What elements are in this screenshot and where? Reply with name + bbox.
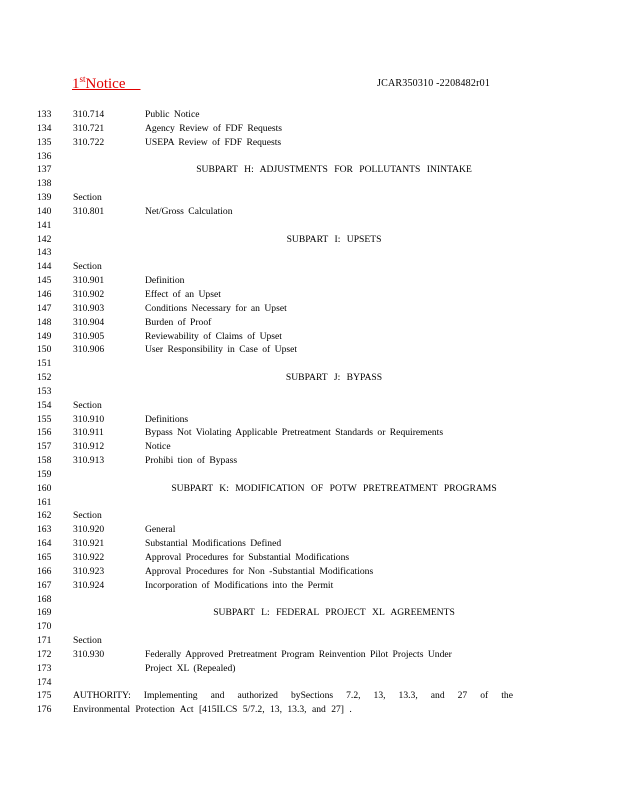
document-line (0, 205, 618, 219)
document-line (0, 260, 618, 274)
section-number: 310.903 (73, 302, 105, 314)
subpart-heading: SUBPART I: UPSETS (286, 233, 382, 245)
line-number: 164 (37, 538, 52, 550)
document-line (0, 399, 618, 413)
line-number: 136 (37, 150, 52, 162)
document-line (0, 219, 618, 233)
line-number: 142 (37, 233, 52, 245)
line-number: 173 (37, 662, 52, 674)
document-line (0, 233, 618, 247)
document-line (0, 620, 618, 634)
document-line (0, 177, 618, 191)
section-title: Reviewability of Claims of Upset (145, 330, 282, 342)
document-line (0, 302, 618, 316)
document-line (0, 565, 618, 579)
section-number: 310.910 (73, 413, 105, 425)
line-number: 167 (37, 579, 52, 591)
section-title: Definitions (145, 413, 189, 425)
line-number: 166 (37, 565, 52, 577)
document-line (0, 413, 618, 427)
line-number: 148 (37, 316, 52, 328)
section-number: 310.722 (73, 136, 105, 148)
line-number: 154 (37, 399, 52, 411)
section-title: Definition (145, 275, 185, 287)
line-number: 146 (37, 288, 52, 300)
document-line (0, 343, 618, 357)
document-line (0, 551, 618, 565)
line-number: 168 (37, 593, 52, 605)
subpart-heading: SUBPART L: FEDERAL PROJECT XL AGREEMENTS (213, 607, 455, 619)
section-title: Approval Procedures for Substantial Modifications (145, 552, 350, 563)
document-line (0, 136, 618, 150)
section-title: Agency Review of FDF Requests (145, 122, 282, 134)
line-number: 150 (37, 344, 52, 356)
document-line (0, 122, 618, 136)
document-line (0, 634, 618, 648)
document-line (0, 371, 618, 385)
document-line (0, 288, 618, 302)
line-number: 169 (37, 607, 52, 619)
line-number: 165 (37, 552, 52, 563)
section-number: 310.901 (73, 275, 105, 287)
document-line (0, 509, 618, 523)
subpart-heading: SUBPART K: MODIFICATION OF POTW PRETREATMENT PROGRAMS (171, 482, 497, 494)
section-number: 310.930 (73, 648, 105, 660)
line-number: 139 (37, 192, 52, 204)
document-line (0, 274, 618, 288)
section-number: 310.922 (73, 552, 105, 563)
line-number: 155 (37, 413, 52, 425)
line-number: 159 (37, 468, 52, 480)
document-line (0, 468, 618, 482)
section-number: 310.920 (73, 524, 105, 536)
section-number: 310.905 (73, 330, 105, 342)
line-number: 137 (37, 164, 52, 176)
document-line (0, 662, 618, 676)
section-number: 310.911 (73, 427, 104, 439)
notice-label: 1stNotice (72, 74, 126, 92)
line-number: 156 (37, 427, 52, 439)
document-line (0, 523, 618, 537)
line-number: 163 (37, 524, 52, 536)
document-line (0, 385, 618, 399)
section-number: Section (73, 192, 102, 204)
section-number: 310.906 (73, 344, 105, 356)
section-title: Bypass Not Violating Applicable Pretreatment Standards or Requirements (145, 427, 444, 439)
line-number: 172 (37, 648, 52, 660)
document-line (0, 150, 618, 164)
line-number: 176 (37, 704, 52, 716)
line-number: 135 (37, 136, 52, 148)
section-title: Public Notice (145, 109, 200, 120)
document-line (0, 440, 618, 454)
section-title: Conditions Necessary for an Upset (145, 302, 287, 314)
line-number: 152 (37, 372, 52, 384)
document-line (0, 357, 618, 371)
section-number: Section (73, 635, 102, 647)
subpart-heading: SUBPART J: BYPASS (285, 372, 383, 384)
line-number: 161 (37, 496, 52, 508)
document-line (0, 191, 618, 205)
document-line (0, 703, 618, 717)
section-title: Incorporation of Modifications into the Permit (145, 579, 334, 591)
document-line (0, 496, 618, 510)
section-title: User Responsibility in Case of Upset (145, 344, 298, 356)
line-number: 170 (37, 621, 52, 633)
section-number: 310.904 (73, 316, 105, 328)
section-number: 310.923 (73, 565, 105, 577)
section-number: 310.902 (73, 288, 105, 300)
document-line (0, 330, 618, 344)
section-number: 310.921 (73, 538, 105, 550)
line-number: 153 (37, 385, 52, 397)
line-number: 145 (37, 275, 52, 287)
section-title: Burden of Proof (145, 316, 212, 328)
section-title: Net/Gross Calculation (145, 205, 233, 217)
document-line (0, 246, 618, 260)
section-title: Federally Approved Pretreatment Program Reinvention Pilot Projects Under (145, 648, 452, 660)
line-number: 175 (37, 690, 52, 702)
document-line (0, 579, 618, 593)
document-line (0, 482, 618, 496)
section-number: 310.721 (73, 122, 105, 134)
document-line (0, 316, 618, 330)
line-number: 157 (37, 441, 52, 453)
document-line (0, 606, 618, 620)
line-number: 160 (37, 482, 52, 494)
document-line (0, 426, 618, 440)
authority-text: Environmental Protection Act [415ILCS 5/7.2, 13, 13.3, and 27] . (73, 704, 352, 716)
document-line (0, 689, 618, 703)
authority-text: AUTHORITY: Implementing and authorized bySections 7.2, 13, 13.3, and 27 of the (73, 690, 513, 702)
line-number: 162 (37, 510, 52, 522)
section-number: 310.924 (73, 579, 105, 591)
document-line (0, 593, 618, 607)
document-line (0, 108, 618, 122)
line-number: 138 (37, 178, 52, 190)
section-number: Section (73, 510, 102, 522)
section-title: Substantial Modifications Defined (145, 538, 282, 550)
line-number: 151 (37, 358, 52, 370)
section-title: Approval Procedures for Non -Substantial Modifications (145, 565, 374, 577)
line-number: 143 (37, 247, 52, 259)
document-line (0, 648, 618, 662)
section-number: 310.912 (73, 441, 105, 453)
section-number: 310.714 (73, 109, 105, 120)
document-id: JCAR350310 -2208482r01 (377, 78, 491, 89)
line-number: 171 (37, 635, 52, 647)
document-line (0, 454, 618, 468)
section-title: Effect of an Upset (145, 288, 221, 300)
subpart-heading: SUBPART H: ADJUSTMENTS FOR POLLUTANTS ININTAKE (196, 164, 472, 176)
document-body (0, 108, 618, 717)
section-title: Prohibi tion of Bypass (145, 455, 238, 467)
line-number: 149 (37, 330, 52, 342)
line-number: 140 (37, 205, 52, 217)
document-line (0, 676, 618, 690)
section-number: 310.801 (73, 205, 105, 217)
section-number: Section (73, 399, 102, 411)
line-number: 134 (37, 122, 52, 134)
section-title: Notice (145, 441, 171, 453)
line-number: 141 (37, 219, 52, 231)
section-title: General (145, 524, 176, 536)
line-number: 158 (37, 455, 52, 467)
line-number: 147 (37, 302, 52, 314)
section-number: Section (73, 261, 102, 273)
section-number: 310.913 (73, 455, 105, 467)
section-title: Project XL (Repealed) (145, 662, 236, 674)
line-number: 133 (37, 109, 52, 120)
section-title: USEPA Review of FDF Requests (145, 136, 282, 148)
line-number: 144 (37, 261, 52, 273)
line-number: 174 (37, 676, 52, 688)
document-line (0, 537, 618, 551)
page-header (72, 74, 592, 96)
document-line (0, 163, 618, 177)
